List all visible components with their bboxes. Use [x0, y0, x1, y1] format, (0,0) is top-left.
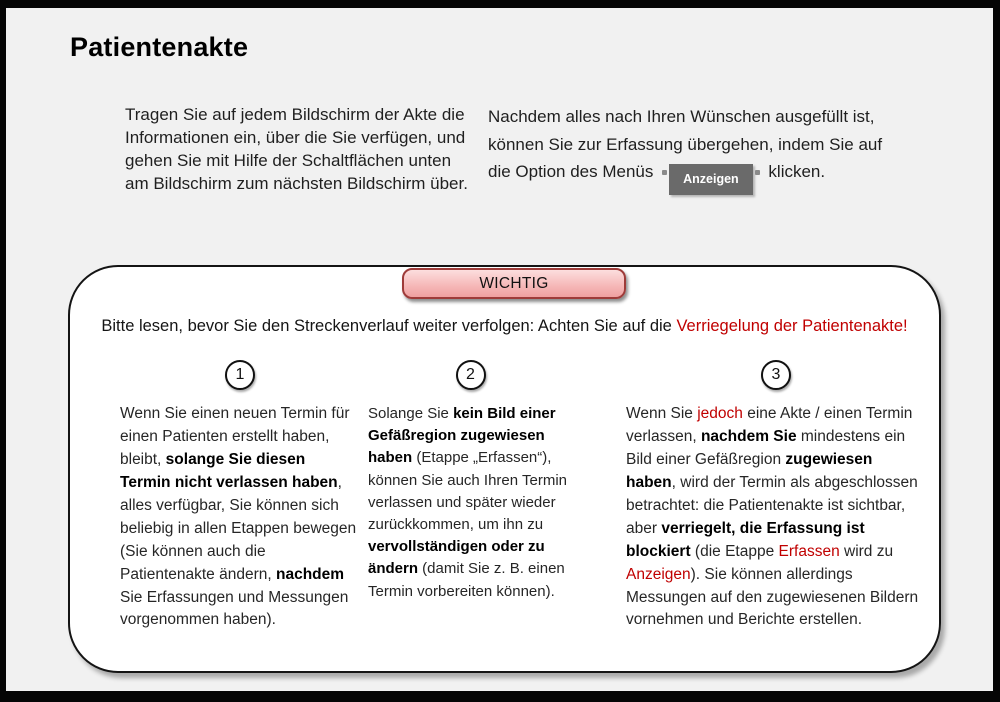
step-1-column — [120, 360, 360, 632]
step-3-column — [626, 360, 926, 632]
crop-dot-icon — [662, 170, 667, 175]
step-1-text: Wenn Sie einen neuen Termin für einen Patienten erstellt haben, bleibt, solange Sie diesen Termin nicht verlassen haben, alles verfügbar, Sie können sich beliebig in allen Etappen bewegen (Sie können auch die Patientenakte ändern, nachdem Sie Erfassungen und Messungen vorgenommen haben). — [120, 405, 357, 629]
intro-left-paragraph: Tragen Sie auf jedem Bildschirm der Akte die Informationen ein, über die Sie verfügen, und gehen Sie mit Hilfe der Schaltflächen unten am Bildschirm zum nächsten Bildschirm über. — [125, 105, 468, 194]
step-2-number-badge: 2 — [456, 360, 486, 390]
step-3-number-badge: 3 — [761, 360, 791, 390]
anzeigen-menu-button: Anzeigen — [669, 164, 753, 195]
page-title: Patientenakte — [70, 32, 249, 62]
step-2-column — [368, 360, 573, 603]
notice-line: Bitte lesen, bevor Sie den Streckenverlauf weiter verfolgen: Achten Sie auf die Verriegelung der Patientenakte! — [101, 317, 908, 335]
crop-dot-icon — [755, 170, 760, 175]
menu-screenshot-crop — [660, 162, 762, 187]
step-1-number-badge: 1 — [225, 360, 255, 390]
wichtig-badge: WICHTIG — [402, 268, 626, 299]
important-callout-box — [68, 265, 941, 673]
intro-right-text-before: Nachdem alles nach Ihren Wünschen ausgefüllt ist, können Sie zur Erfassung übergehen, indem Sie auf die Option des Menüs — [488, 107, 883, 182]
step-2-text: Solange Sie kein Bild einer Gefäßregion zugewiesen haben (Etappe „Erfassen“), können Sie auch Ihren Termin verlassen und später wieder zurückkommen, um ihn zu vervollständigen oder zu ändern (damit Sie z. B. einen Termin vorbereiten können). — [368, 405, 568, 600]
intro-right-text-after: klicken. — [768, 162, 826, 182]
intro-right-paragraph — [488, 103, 888, 195]
step-3-text: Wenn Sie jedoch eine Akte / einen Termin verlassen, nachdem Sie mindestens ein Bild einer Gefäßregion zugewiesen haben, wird der Termin als abgeschlossen betrachtet: die Patientenakte ist sichtbar, aber verriegelt, die Erfassung ist blockiert (die Etappe Erfassen wird zu Anzeigen). Sie können allerdings Messungen auf den zugewiesenen Bildern vornehmen und Berichte erstellen. — [626, 405, 919, 629]
